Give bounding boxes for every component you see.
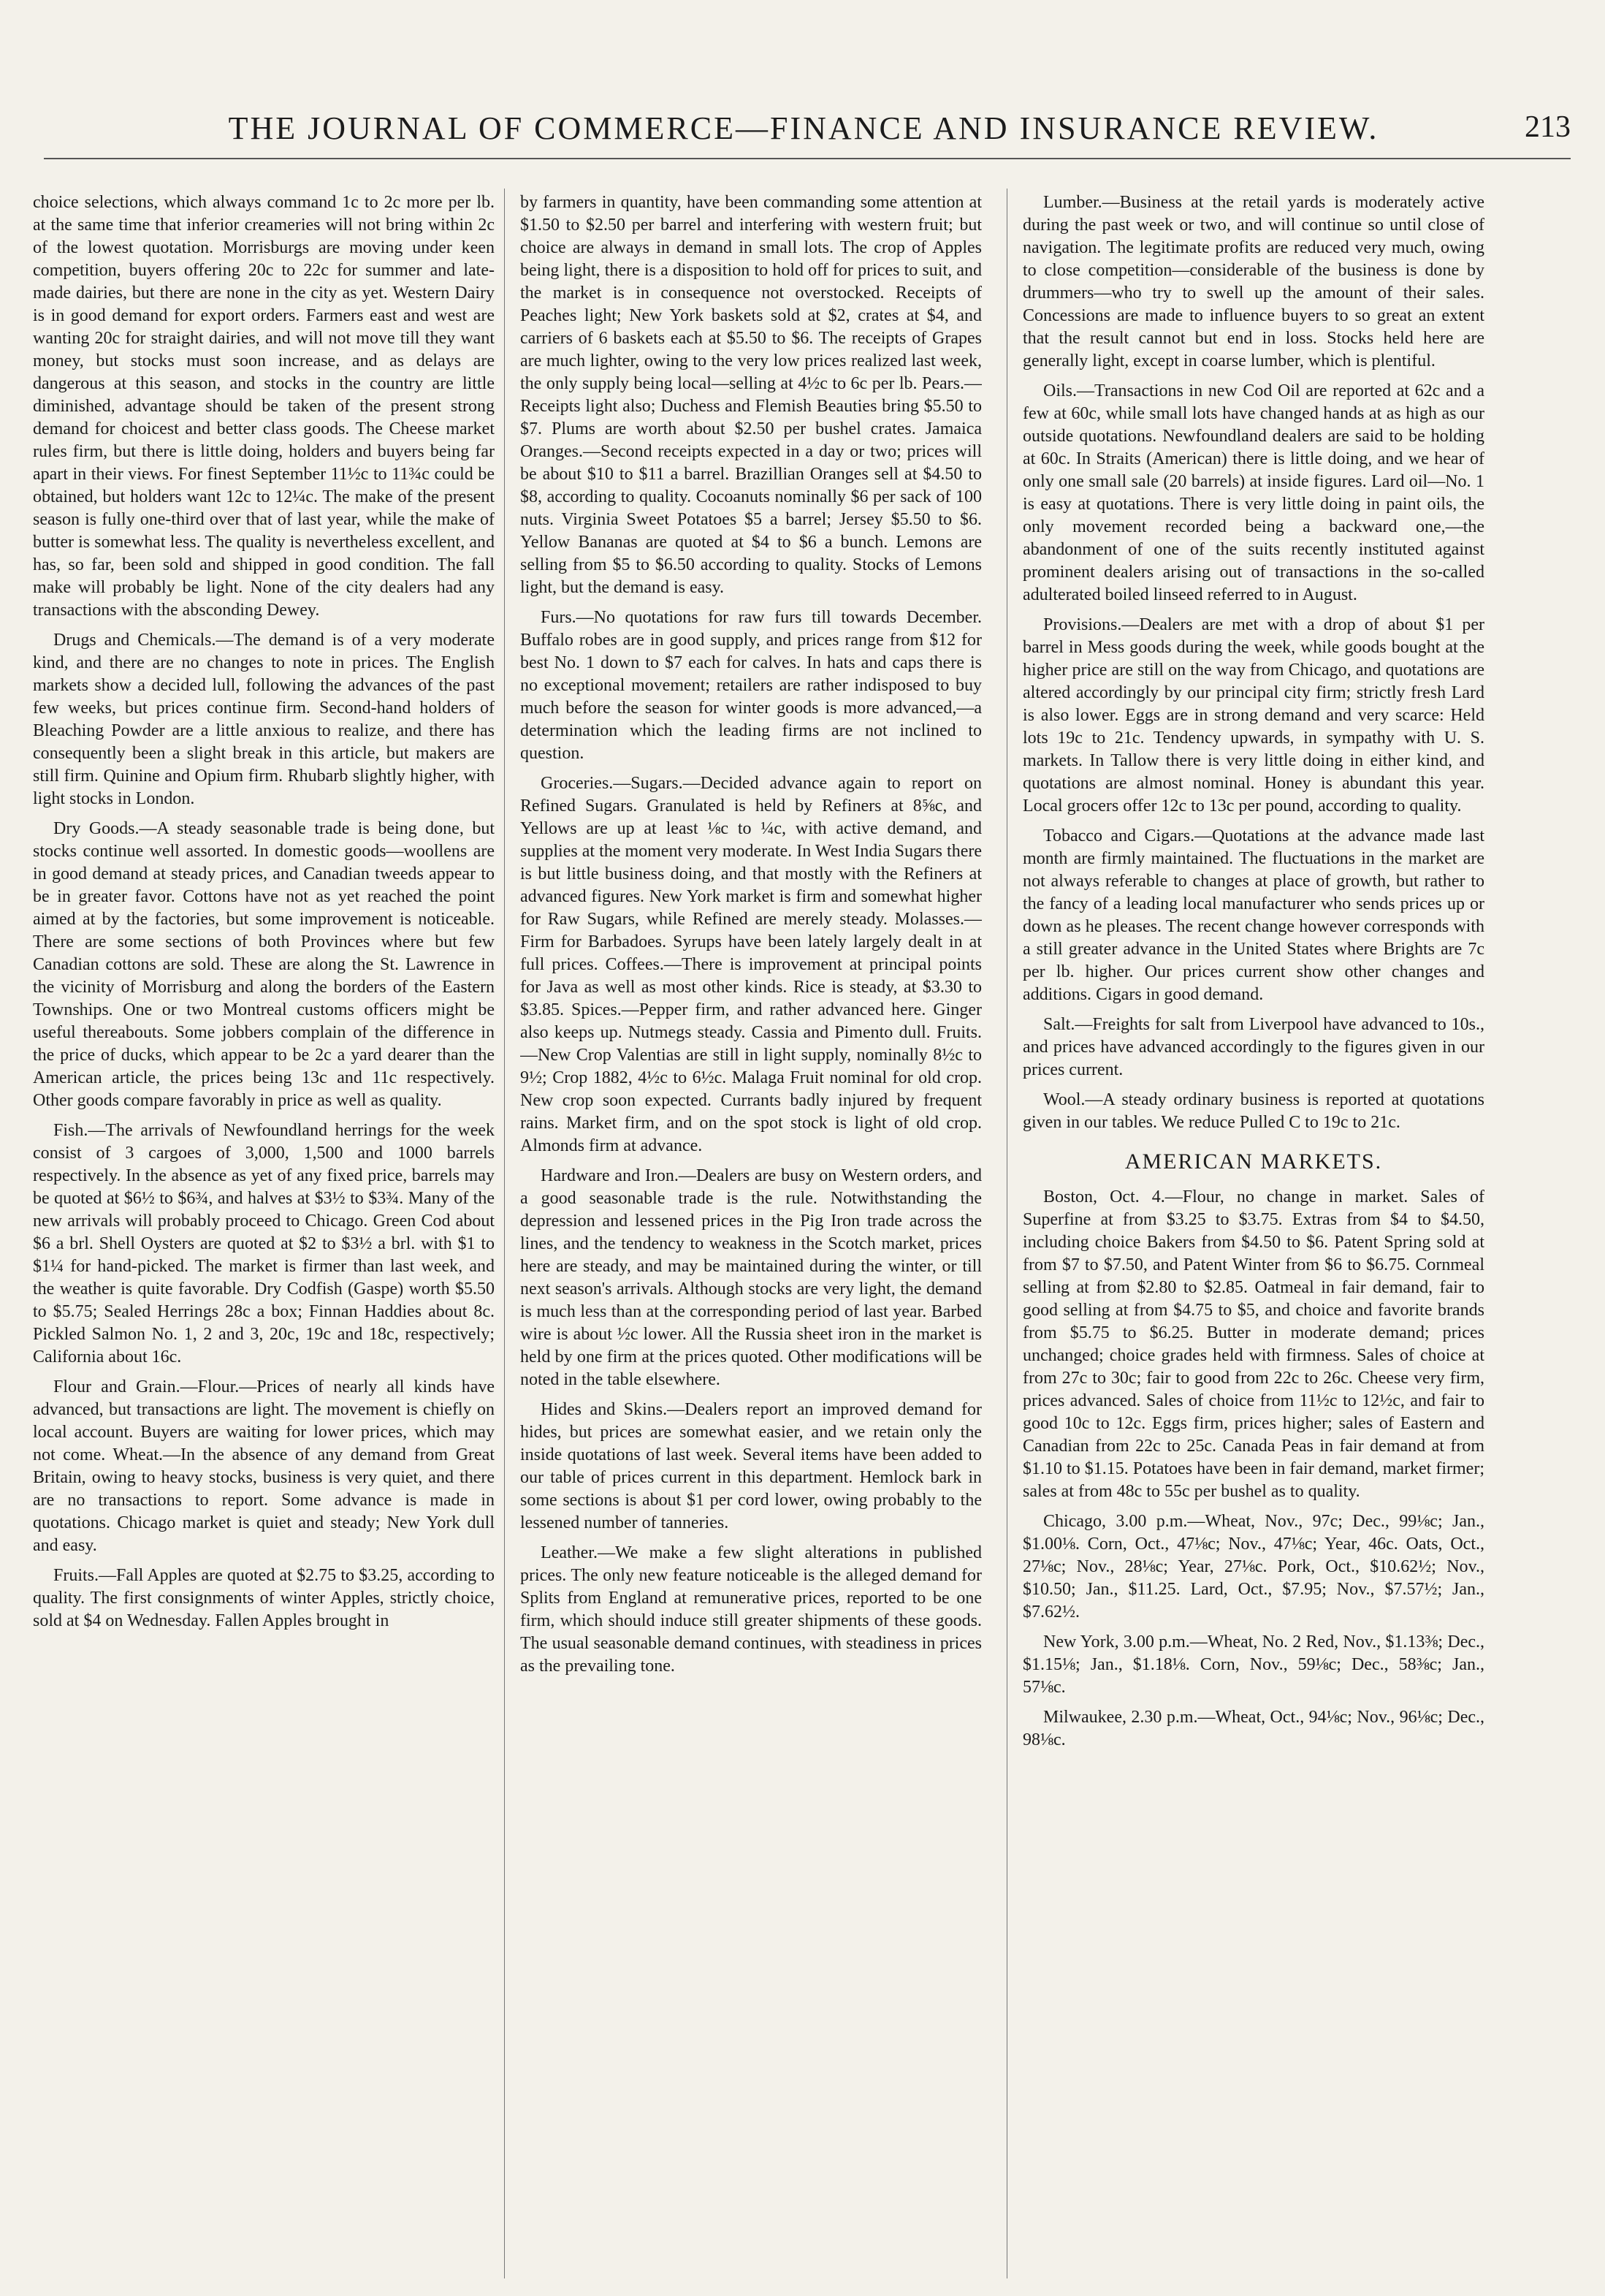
running-head	[29, 110, 1578, 153]
header-rule	[44, 158, 1571, 159]
article-paragraph: choice selections, which always command 1c to 2c more per lb. at the same time that inferior creameries will not bring within 2c of the lowest quotation. Morrisburgs are moving under keen competition, buyers offering 20c to 22c for summer and late-made dairies, but there are none in the city as yet. Western Dairy is in good demand for export orders. Farmers east and west are wanting 20c for straight dairies, and will not move till they want money, but stocks must soon increase, and as delays are dangerous at this season, and stocks in the country are little diminished, advantage should be taken of the present strong demand for choicest and better class goods. The Cheese market rules firm, but there is little doing, holders and buyers being far apart in their views. For finest September 11½c to 11¾c could be obtained, but holders want 12c to 12¼c. The make of the present season is fully one-third over that of last year, while the make of butter is somewhat less. The quality is nevertheless excellent, and has, so far, been sold and shipped in good condition. The fall make will probably be light. None of the city dealers had any transactions with the absconding Dewey.	[33, 193, 495, 620]
article-paragraph: New York, 3.00 p.m.—Wheat, No. 2 Red, Nov., $1.13⅜; Dec., $1.15⅛; Jan., $1.18⅛. Corn, Nov., 59⅛c; Dec., 58⅜c; Jan., 57⅛c.	[1023, 1632, 1484, 1697]
section-heading: AMERICAN MARKETS.	[1124, 1149, 1383, 1174]
article-paragraph: Salt.—Freights for salt from Liverpool have advanced to 10s., and prices have advanced accordingly to the figures given in our prices current.	[1023, 1015, 1484, 1079]
article-paragraph: Leather.—We make a few slight alterations in published prices. The only new feature noticeable is the alleged demand for Splits from England at remunerative prices, reported to be one firm, which should induce still greater shipments of these goods. The usual seasonable demand continues, with steadiness in prices as the prevailing tone.	[520, 1543, 982, 1676]
column-left	[33, 191, 495, 2274]
article-paragraph: Fish.—The arrivals of Newfoundland herrings for the week consist of 3 cargoes of 3,000, 1,500 and 1000 barrels respectively. In the absence as yet of any fixed price, barrels may be quoted at $6½ to $6¾, and halves at $3½ to $3¾. Many of the new arrivals will probably proceed to Chicago. Green Cod about $6 a brl. Shell Oysters are quoted at $2 to $3½ a brl. with $1 to $1¼ for hand-picked. The market is firmer than last week, and the weather is quite favorable. Dry Codfish (Gaspe) worth $5.50 to $5.75; Sealed Herrings 28c a box; Finnan Haddies about 8c. Pickled Salmon No. 1, 2 and 3, 20c, 19c and 18c, respectively; California about 16c.	[33, 1121, 495, 1366]
journal-title: THE JOURNAL OF COMMERCE—FINANCE AND INSURANCE REVIEW.	[228, 110, 1379, 146]
article-paragraph: Flour and Grain.—Flour.—Prices of nearly all kinds have advanced, but transactions are light. The movement is chiefly on local account. Buyers are waiting for lower prices, which may not come. Wheat.—In the absence of any demand from Great Britain, owing to heavy stocks, business is very quiet, and there are no transactions to report. Some advance is made in quotations. Chicago market is quiet and steady; New York dull and easy.	[33, 1377, 495, 1555]
column-right	[1023, 191, 1484, 2274]
column-divider	[504, 189, 505, 2278]
article-paragraph: Tobacco and Cigars.—Quotations at the advance made last month are firmly maintained. The fluctuations in the market are not always referable to changes at place of growth, but rather to the fancy of a leading local manufacturer who sends prices up or down as he pleases. The recent change however corresponds with a still greater advance in the United States where Brights are 7c per lb. higher. Our prices current show other changes and additions. Cigars in good demand.	[1023, 826, 1484, 1004]
article-paragraph: by farmers in quantity, have been commanding some attention at $1.50 to $2.50 per barrel and interfering with western fruit; but choice are always in demand in small lots. The crop of Apples being light, there is a disposition to hold off for prices to suit, and the market is in consequence not overstocked. Receipts of Peaches light; New York baskets sold at $2, crates at $4, and carriers of 6 baskets each at $5.50 to $6. The receipts of Grapes are much lighter, owing to the very low prices realized last week, the only supply being local—selling at 4½c to 6c per lb. Pears.—Receipts light also; Duchess and Flemish Beauties bring $5.50 to $7. Plums are worth about $2.50 per bushel crates. Jamaica Oranges.—Second receipts expected in a day or two; prices will be about $10 to $11 a barrel. Brazillian Oranges sell at $4.50 to $8, according to quality. Cocoanuts nominally $6 per sack of 100 nuts. Virginia Sweet Potatoes $5 a barrel; Jersey $5.50 to $6. Yellow Bananas are quoted at $4 to $6 a bunch. Lemons are selling from $5 to $6.50 according to quality. Stocks of Lemons light, but the demand is easy.	[520, 193, 982, 597]
article-paragraph: Hardware and Iron.—Dealers are busy on Western orders, and a good seasonable trade is the rule. Notwithstanding the depression and lessened prices in the Pig Iron trade across the lines, and the tendency to weakness in the Scotch market, prices here are steady, and may be maintained during the winter, or till next season's arrivals. Although stocks are very light, the demand is much less than at the corresponding period of last year. Barbed wire is about ½c lower. All the Russia sheet iron in the market is held by one firm at the prices quoted. Other modifications will be noted in the table elsewhere.	[520, 1166, 982, 1389]
article-paragraph: Lumber.—Business at the retail yards is moderately active during the past week or two, and will continue so until close of navigation. The legitimate profits are reduced very much, owing to close competition—considerable of the business is done by drummers—who try to swell up the amount of their sales. Concessions are made to influence buyers to so great an extent that the result cannot but end in loss. Stocks held here are generally light, except in coarse lumber, which is plentiful.	[1023, 193, 1484, 370]
page-number: 213	[1525, 110, 1571, 144]
article-paragraph: Milwaukee, 2.30 p.m.—Wheat, Oct., 94⅛c; Nov., 96⅛c; Dec., 98⅛c.	[1023, 1708, 1484, 1749]
article-paragraph: Furs.—No quotations for raw furs till towards December. Buffalo robes are in good supply, and prices range from $12 for best No. 1 down to $7 each for calves. In hats and caps there is no exceptional movement; retailers are rather indisposed to buy much before the season for winter goods is more advanced,—a determination which the leading firms are not inclined to question.	[520, 608, 982, 763]
article-paragraph: Groceries.—Sugars.—Decided advance again to report on Refined Sugars. Granulated is held by Refiners at 8⅝c, and Yellows are up at least ⅛c to ¼c, with active demand, and supplies at the moment very moderate. In West India Sugars there is but little business doing, and that mostly with the Refiners at advanced figures. New York market is firm and somewhat higher for Raw Sugars, while Refined are merely steady. Molasses.—Firm for Barbadoes. Syrups have been lately largely dealt in at full prices. Coffees.—There is improvement at principal points for Java as well as most other kinds. Rice is steady, at $3.30 to $3.85. Spices.—Pepper firm, and rather advanced here. Ginger also keeps up. Nutmegs steady. Cassia and Pimento dull. Fruits.—New Crop Valentias are still in light supply, nominally 8½c to 9½; Crop 1882, 4½c to 6½c. Malaga Fruit nominal for old crop. New crop soon expected. Currants badly injured by frequent rains. Market firm, and on the spot stock is light of old crop. Almonds firm at advance.	[520, 774, 982, 1155]
article-paragraph: Oils.—Transactions in new Cod Oil are reported at 62c and a few at 60c, while small lots have changed hands at as high as our outside quotations. Newfoundland dealers are said to be holding at 60c. In Straits (American) there is little doing, and we hear of only one small sale (20 barrels) at inside figures. Lard oil—No. 1 is easy at quotations. There is very little doing in paint oils, the only movement recorded being a backward one,—the abandonment of one of the suits recently instituted against prominent dealers arising out of transactions in the so-called adulterated boiled linseed referred to in August.	[1023, 381, 1484, 604]
column-middle	[520, 191, 982, 2274]
article-paragraph: Chicago, 3.00 p.m.—Wheat, Nov., 97c; Dec., 99⅛c; Jan., $1.00⅛. Corn, Oct., 47⅛c; Nov., 47⅛c; Year, 46c. Oats, Oct., 27⅛c; Nov., 28⅛c; Year, 27⅛c. Pork, Oct., $10.62½; Nov., $10.50; Jan., $11.25. Lard, Oct., $7.95; Nov., $7.57½; Jan., $7.62½.	[1023, 1512, 1484, 1622]
article-paragraph: Wool.—A steady ordinary business is reported at quotations given in our tables. We reduce Pulled C to 19c to 21c.	[1023, 1090, 1484, 1132]
article-paragraph: Dry Goods.—A steady seasonable trade is being done, but stocks continue well assorted. In domestic goods—woollens are in good demand at steady prices, and Canadian tweeds appear to be in greater favor. Cottons have not as yet reached the point aimed at by the factories, but some improvement is noticeable. There are some sections of both Provinces where but few Canadian cottons are sold. These are along the St. Lawrence in the vicinity of Morrisburg and along the borders of the Eastern Townships. One or two Montreal customs officers might be useful thereabouts. Some jobbers complain of the difference in the price of ducks, which appear to be 2c a yard dearer than the American article, the prices being 13c and 11c respectively. Other goods compare favorably in price as well as quality.	[33, 819, 495, 1110]
article-paragraph: Hides and Skins.—Dealers report an improved demand for hides, but prices are somewhat easier, and we retain only the inside quotations of last week. Several items have been added to our table of prices current in this department. Hemlock bark in some sections is about $1 per cord lower, owing probably to the lessened number of tanneries.	[520, 1400, 982, 1532]
article-paragraph: Drugs and Chemicals.—The demand is of a very moderate kind, and there are no changes to note in prices. The English markets show a decided lull, following the advances of the past few weeks, but prices continue firm. Second-hand holders of Bleaching Powder are a little anxious to realize, and there has consequently been a slight break in this article, but makers are still firm. Quinine and Opium firm. Rhubarb slightly higher, with light stocks in London.	[33, 631, 495, 808]
article-paragraph: Boston, Oct. 4.—Flour, no change in market. Sales of Superfine at from $3.25 to $3.75. Extras from $4 to $4.50, including choice Bakers from $4.50 to $6. Patent Spring sold at from $7 to $7.50, and Patent Winter from $6 to $6.75. Cornmeal selling at from $2.80 to $2.85. Oatmeal in fair demand, fair to good selling at from $4.75 to $5, and choice and favorite brands from $5.75 to $6.25. Butter in moderate demand; prices unchanged; choice grades held with firmness. Sales of choice at from 27c to 30c; fair to good from 22c to 26c. Cheese very firm, prices advanced. Sales of choice from 11½c to 12½c, and fair to good 10c to 12c. Eggs firm, prices higher; sales of Eastern and Canadian from 22c to 25c. Canada Peas in fair demand at from $1.10 to $1.15. Potatoes have been in fair demand, market firmer; sales at from 48c to 55c per bushel as to quality.	[1023, 1187, 1484, 1501]
article-paragraph: Fruits.—Fall Apples are quoted at $2.75 to $3.25, according to quality. The first consignments of winter Apples, strictly choice, sold at $4 on Wednesday. Fallen Apples brought in	[33, 1566, 495, 1630]
article-paragraph: Provisions.—Dealers are met with a drop of about $1 per barrel in Mess goods during the week, while goods bought at the higher price are still on the way from Chicago, and quotations are altered accordingly by our principal city firm; strictly fresh Lard is also lower. Eggs are in strong demand and very scarce: Held lots 19c to 21c. Tendency upwards, in sympathy with U. S. markets. In Tallow there is very little doing in either kind, and quotations are almost nominal. Honey is abundant this year. Local grocers offer 12c to 13c per pound, according to quality.	[1023, 615, 1484, 816]
